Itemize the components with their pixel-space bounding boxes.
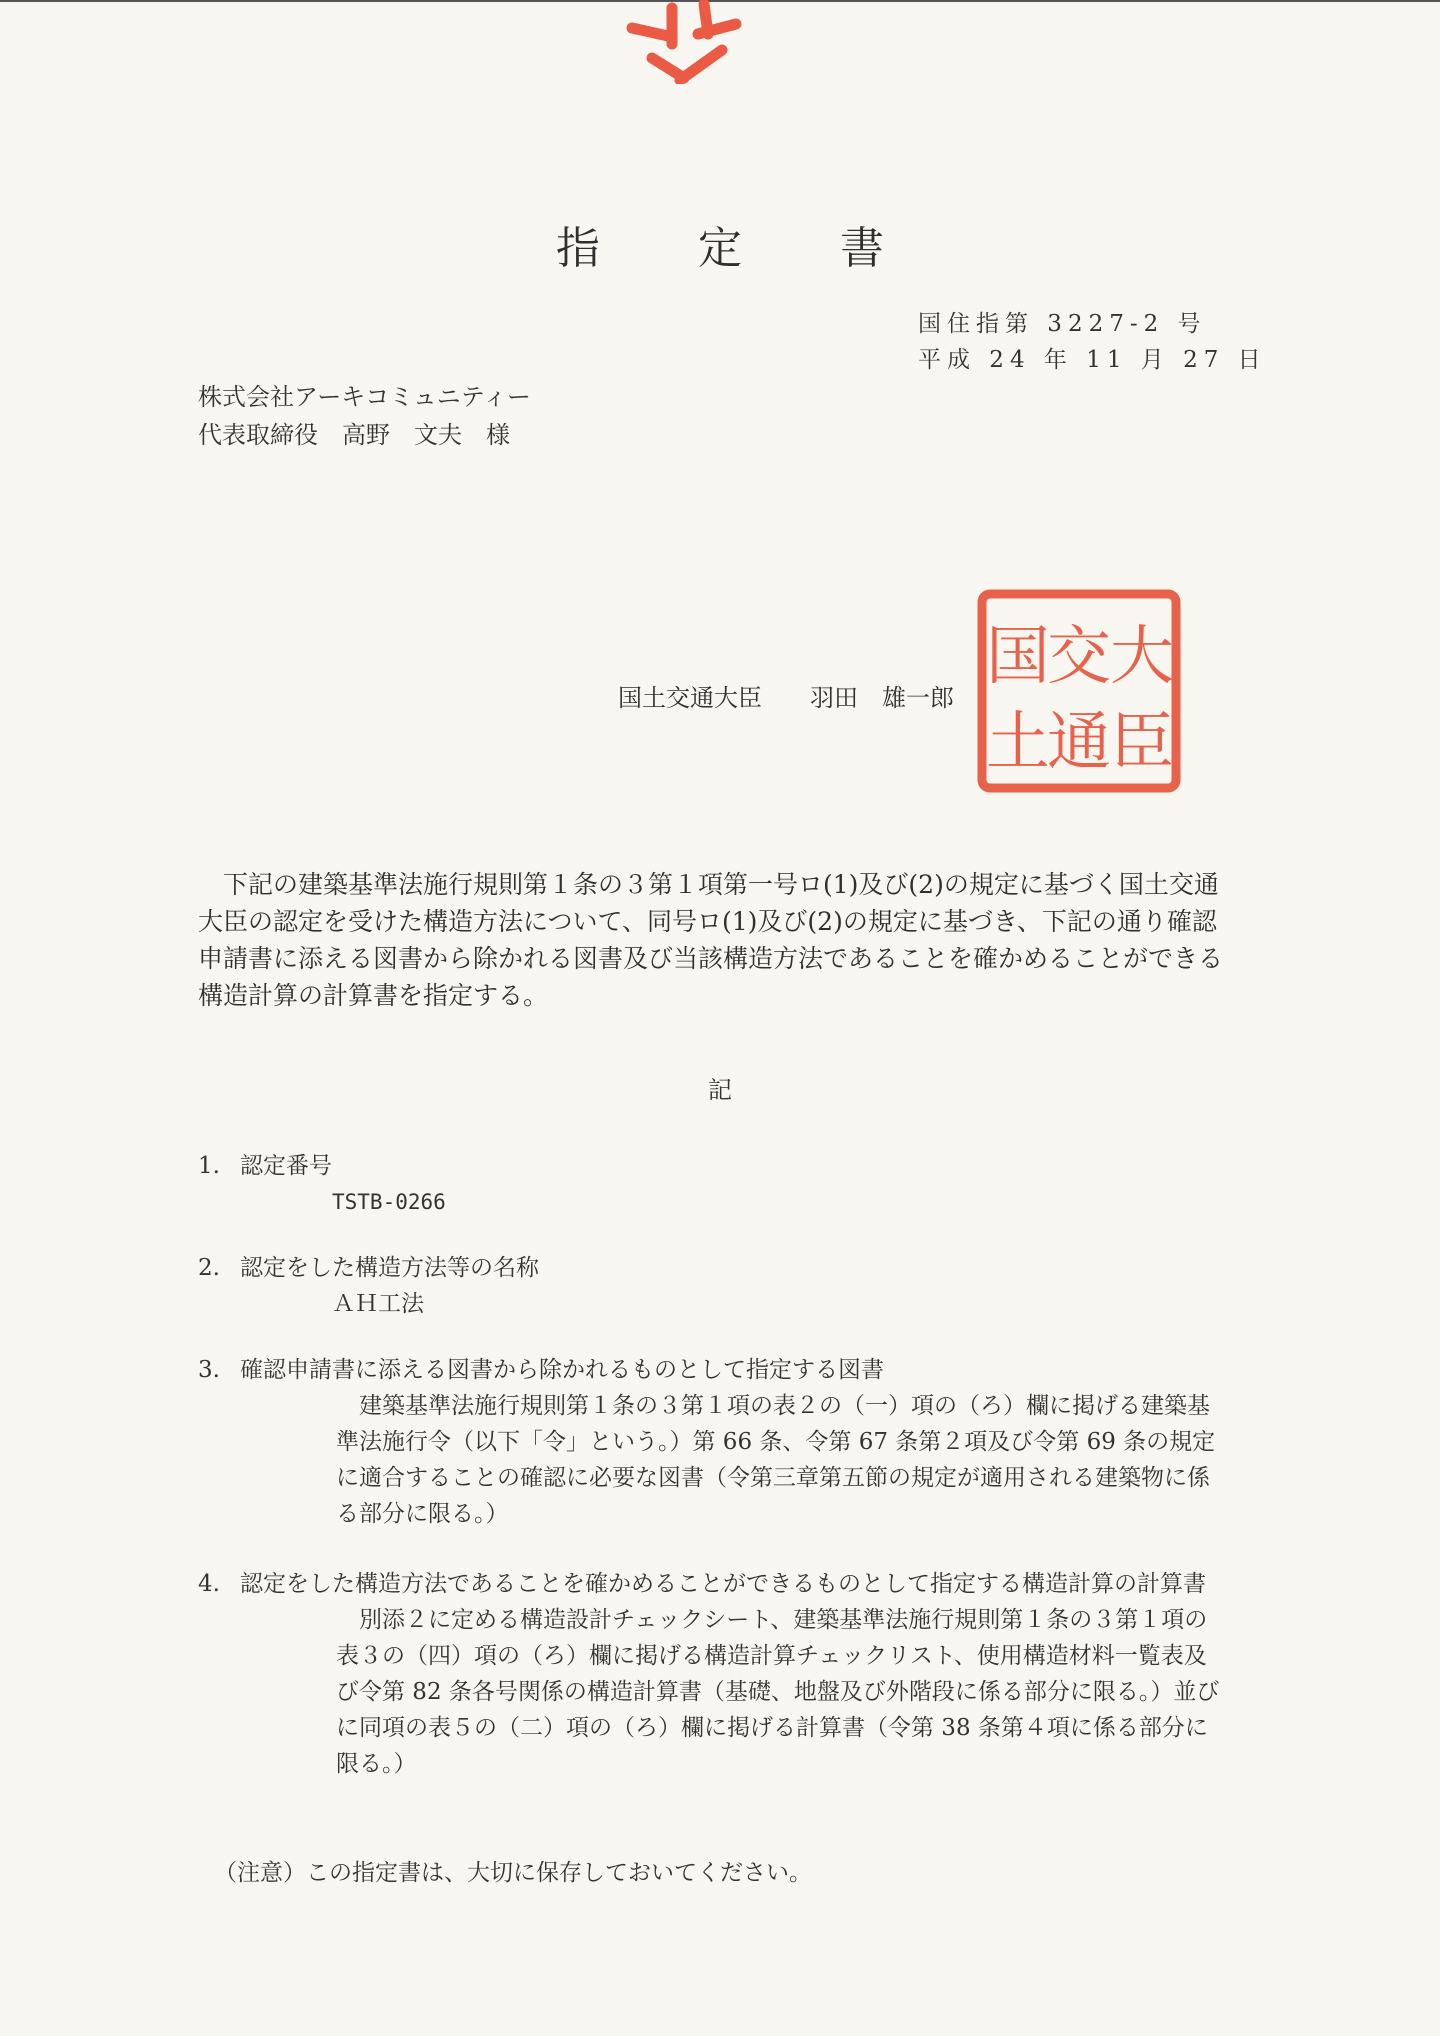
addressee-person: 代表取締役 高野 文夫 様 (198, 421, 510, 449)
item-3 (198, 1352, 1228, 1532)
item-value: TSTB-0266 (332, 1190, 446, 1214)
seal-char: 土 (986, 706, 1050, 780)
item-number: 4. (198, 1571, 220, 1597)
item-heading: 認定をした構造方法等の名称 (240, 1255, 539, 1281)
note: （注意）この指定書は、大切に保存しておいてください。 (214, 1860, 812, 1886)
issuer-title: 国土交通大臣 (618, 684, 762, 712)
ki-heading: 記 (708, 1076, 732, 1104)
item-value: 別添２に定める構造設計チェックシート、建築基準法施行規則第１条の３第１項の表３の（四）項の（ろ）欄に掲げる構造計算チェックリスト、使用構造材料一覧表及び令第 82 条各号関係の構造計算書（基礎、地盤及び外階段に係る部分に限る。）並びに同項の表５の（二）項の（ろ）欄に掲げる計算書（令第 38 条第４項に係る部分に限る。） (336, 1607, 1220, 1777)
seal-char: 通 (1047, 706, 1111, 780)
item-4 (198, 1566, 1238, 1782)
seal-char: 国 (986, 620, 1050, 694)
issuer-name: 羽田 雄一郎 (810, 684, 954, 712)
issuer (618, 678, 954, 713)
item-number: 1. (198, 1153, 220, 1179)
item-2 (198, 1250, 539, 1322)
item-number: 3. (198, 1357, 220, 1383)
item-heading: 認定をした構造方法であることを確かめることができるものとして指定する構造計算の計算書 (240, 1571, 1206, 1597)
addressee (198, 378, 531, 454)
receipt-stamp-icon (612, 0, 758, 84)
document-date: 平成 24 年 11 月 27 日 (918, 347, 1267, 373)
seal-char: 交 (1047, 620, 1111, 694)
document-meta (918, 306, 1267, 378)
item-heading: 確認申請書に添える図書から除かれるものとして指定する図書 (240, 1357, 884, 1383)
item-heading: 認定番号 (240, 1153, 332, 1179)
item-1 (198, 1148, 446, 1220)
seal-char: 臣 (1110, 706, 1174, 780)
intro-paragraph: 下記の建築基準法施行規則第１条の３第１項第一号ロ(1)及び(2)の規定に基づく国土交通大臣の認定を受けた構造方法について、同号ロ(1)及び(2)の規定に基づき、下記の通り確認申請書に添える図書から除かれる図書及び当該構造方法であることを確かめることができる構造計算の計算書を指定する。 (198, 870, 1224, 1010)
item-number: 2. (198, 1255, 220, 1281)
official-seal (976, 588, 1182, 794)
item-value: 建築基準法施行規則第１条の３第１項の表２の（一）項の（ろ）欄に掲げる建築基準法施行令（以下「令」という。）第 66 条、令第 67 条第２項及び令第 69 条の規定に適合することの確認に必要な図書（令第三章第五節の規定が適用される建築物に係る部分に限る。） (336, 1393, 1216, 1527)
addressee-company: 株式会社アーキコミュニティー (198, 383, 531, 411)
seal-char: 大 (1110, 620, 1174, 694)
item-value: ＡＨ工法 (332, 1291, 424, 1317)
document-title: 指 定 書 (556, 223, 926, 274)
document-number: 国住指第 3227-2 号 (918, 311, 1207, 337)
